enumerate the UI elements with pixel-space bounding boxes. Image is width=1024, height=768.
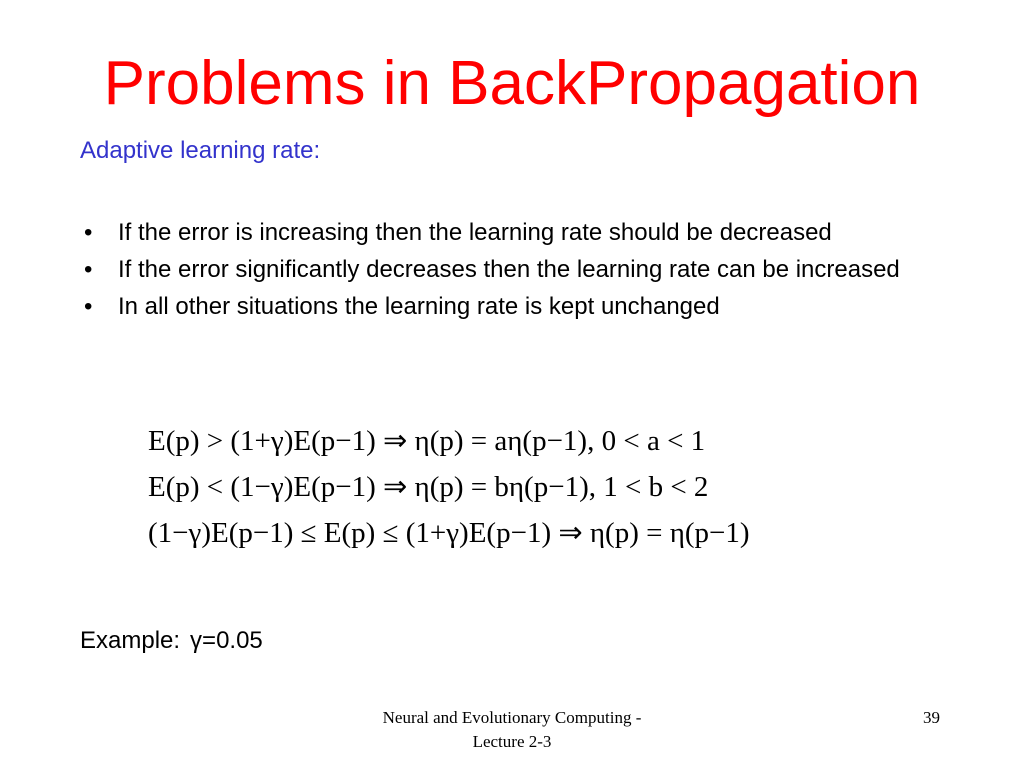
- bullet-dot-icon: •: [84, 293, 93, 320]
- slide-title: Problems in BackPropagation: [103, 49, 921, 118]
- footer-course: [322, 706, 702, 754]
- bullet-dot-icon: •: [84, 219, 93, 246]
- bullet-item: [80, 290, 980, 324]
- bullet-text: If the error is increasing then the learning rate should be decreased: [118, 219, 832, 246]
- bullet-text: In all other situations the learning rate is kept unchanged: [118, 293, 720, 320]
- slide-subtitle: Adaptive learning rate:: [80, 137, 321, 164]
- equation-block: [148, 418, 750, 556]
- bullet-list: [80, 216, 980, 327]
- equation-unchanged: (1−γ)E(p−1) ≤ E(p) ≤ (1+γ)E(p−1) ⇒ η(p) = η(p−1): [148, 517, 750, 549]
- example-line: [80, 624, 263, 658]
- bullet-dot-icon: •: [84, 256, 93, 283]
- example-label: Example:: [80, 627, 181, 654]
- equation-decrease-error: E(p) < (1−γ)E(p−1) ⇒ η(p) = bη(p−1), 1 < b < 2: [148, 471, 709, 503]
- example-value: γ=0.05: [190, 627, 263, 654]
- footer-line-1: Neural and Evolutionary Computing -: [382, 708, 642, 727]
- bullet-text: If the error significantly decreases then the learning rate can be increased: [118, 256, 900, 283]
- bullet-item: [80, 253, 980, 287]
- bullet-item: [80, 216, 980, 250]
- equation-increase-error: E(p) > (1+γ)E(p−1) ⇒ η(p) = aη(p−1), 0 < a < 1: [148, 425, 706, 457]
- footer-line-2: Lecture 2-3: [472, 732, 552, 751]
- page-number: 39: [923, 708, 940, 727]
